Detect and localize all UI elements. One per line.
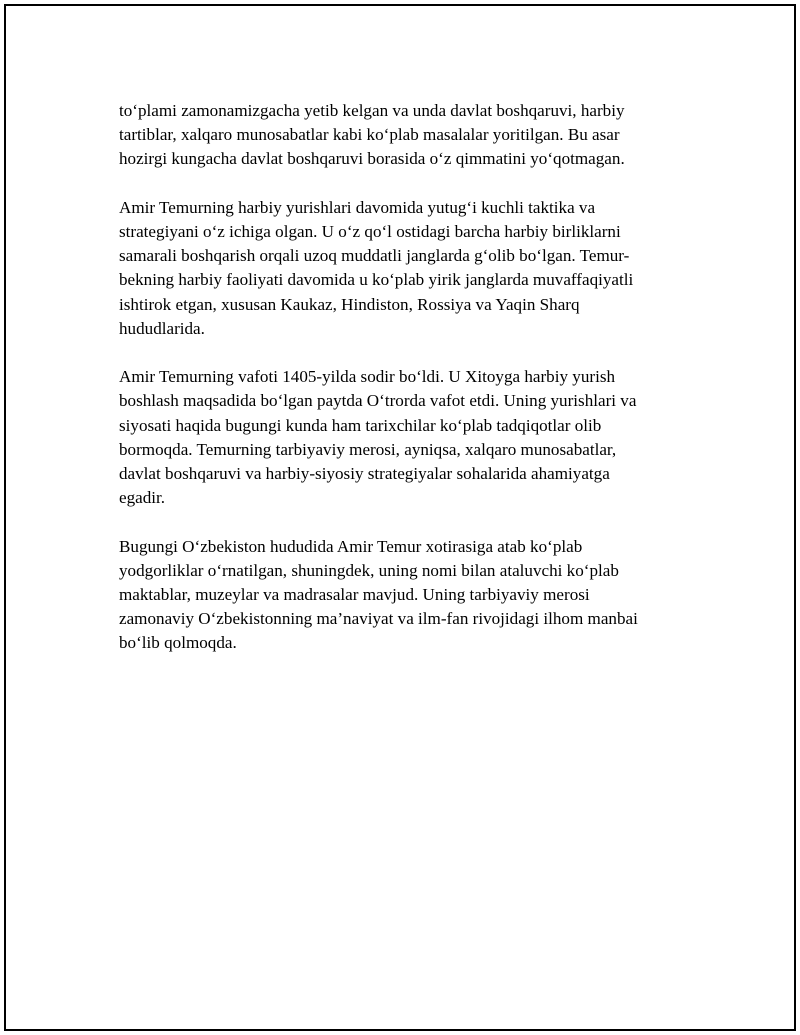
- text-line: strategiyani o‘z ichiga olgan. U o‘z qo‘l ostidagi barcha harbiy birliklarni: [119, 222, 621, 241]
- text-line: egadir.: [119, 488, 166, 508]
- text-line: Bugungi O‘zbekiston hududida Amir Temur xotirasiga atab ko‘plab: [119, 536, 583, 556]
- paragraph-4: [119, 535, 699, 656]
- text-line: boshlash maqsadida bo‘lgan paytda O‘trorda vafot etdi. Uning yurishlari va: [119, 391, 637, 411]
- text-line: bekning harbiy faoliyati davomida u ko‘plab yirik janglarda muvaffaqiyatli: [119, 270, 634, 290]
- text-line: hududlarida.: [119, 318, 205, 338]
- text-line: bo‘lib qolmoqda.: [119, 633, 237, 653]
- paragraph-1: [119, 99, 699, 172]
- text-line: ishtirok etgan, xususan Kaukaz, Hindiston, Rossiya va Yaqin Sharq: [119, 294, 580, 314]
- text-line: davlat boshqaruvi va harbiy-siyosiy strategiyalar sohalarida ahamiyatga: [119, 464, 610, 484]
- text-line: samarali boshqarish orqali uzoq muddatli janglarda g‘olib bo‘lgan. Temur-: [119, 246, 630, 266]
- text-line: yodgorliklar o‘rnatilgan, shuningdek, uning nomi bilan ataluvchi ko‘plab: [119, 560, 619, 580]
- document-body: [119, 99, 699, 680]
- text-line: bormoqda. Temurning tarbiyaviy merosi, ayniqsa, xalqaro munosabatlar,: [119, 439, 617, 459]
- text-line: Amir Temurning harbiy yurishlari davomida yutug‘i kuchli taktika va: [119, 197, 596, 217]
- page-frame: [4, 4, 796, 1031]
- text-line: to‘plami zamonamizgacha yetib kelgan va unda davlat boshqaruvi, harbiy: [119, 101, 625, 120]
- text-line: Amir Temurning vafoti 1405-yilda sodir bo‘ldi. U Xitoyga harbiy yurish: [119, 367, 616, 387]
- text-line: zamonaviy O‘zbekistonning ma’naviyat va ilm-fan rivojidagi ilhom manbai: [119, 609, 638, 629]
- text-line: siyosati haqida bugungi kunda ham tarixchilar ko‘plab tadqiqotlar olib: [119, 415, 602, 435]
- text-line: hozirgi kungacha davlat boshqaruvi borasida o‘z qimmatini yo‘qotmagan.: [119, 149, 625, 169]
- text-line: tartiblar, xalqaro munosabatlar kabi ko‘plab masalalar yoritilgan. Bu asar: [119, 125, 620, 145]
- paragraph-2: [119, 196, 699, 341]
- paragraph-3: [119, 365, 699, 510]
- text-line: maktablar, muzeylar va madrasalar mavjud. Uning tarbiyaviy merosi: [119, 585, 590, 605]
